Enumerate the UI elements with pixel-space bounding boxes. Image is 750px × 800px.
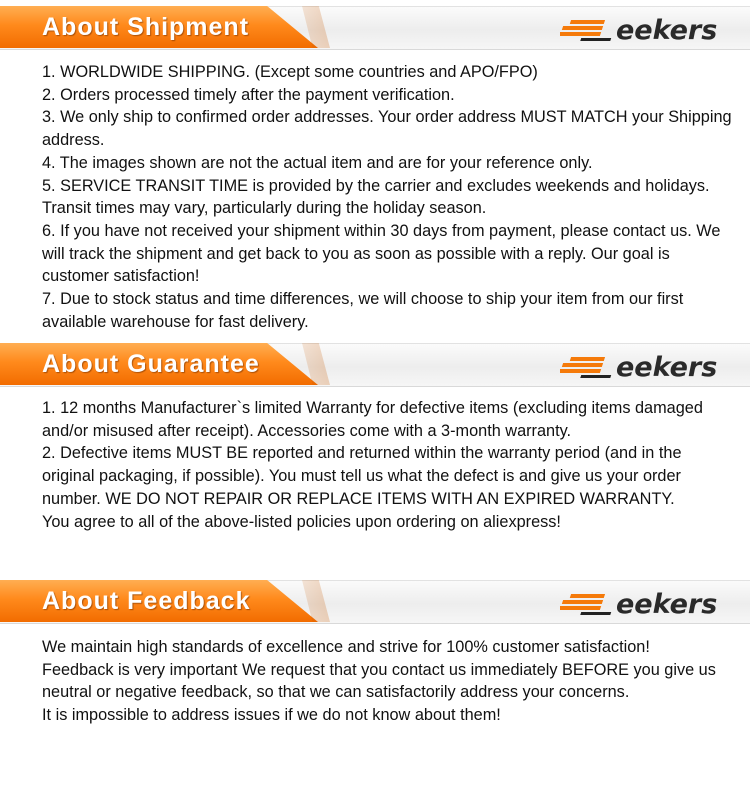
shipment-line-4: 4. The images shown are not the actual item and are for your reference only.	[42, 153, 593, 172]
feedback-title: About Feedback	[42, 587, 251, 615]
seekers-logo	[560, 585, 740, 619]
shipment-line-7: 7. Due to stock status and time differences, we will choose to ship your item from our first available warehouse for fast delivery.	[42, 290, 684, 331]
guarantee-banner	[0, 343, 750, 385]
feedback-line-2: Feedback is very important We request that you contact us immediately BEFORE you give us neutral or negative feedback, so that we can satisfactorily address your concerns.	[42, 660, 716, 702]
feedback-banner	[0, 580, 750, 622]
feedback-line-3: It is impossible to address issues if we do not know about them!	[42, 706, 501, 725]
shipment-banner	[0, 6, 750, 48]
shipment-title: About Shipment	[42, 13, 250, 41]
guarantee-line-2: 2. Defective items MUST BE reported and returned within the warranty period (and in the original packaging, if possible). You must tell us what the defect is and give us your order number. WE DO NOT REPAIR OR REPLACE ITEMS WITH AN EXPIRED WARRANTY.	[42, 444, 682, 508]
shipment-line-3: 3. We only ship to confirmed order addresses. Your order address MUST MATCH your Shipping address.	[42, 108, 732, 150]
logo-text: eekers	[616, 15, 718, 45]
seekers-logo	[560, 11, 740, 45]
feedback-content	[42, 636, 732, 727]
shipment-line-6: 6. If you have not received your shipment within 30 days from payment, please contact us. We will track the shipment and get back to you as soon as possible with a reply. Our goal is customer satisfaction!	[42, 221, 721, 286]
shipment-line-1: 1. WORLDWIDE SHIPPING. (Except some countries and APO/FPO)	[42, 63, 538, 81]
logo-text: eekers	[616, 589, 718, 619]
guarantee-title: About Guarantee	[42, 350, 260, 378]
guarantee-line-1: 1. 12 months Manufacturer`s limited Warranty for defective items (excluding items damaged and/or misused after receipt). Accessories come with a 3-month warranty.	[42, 399, 703, 440]
feedback-line-1: We maintain high standards of excellence and strive for 100% customer satisfaction!	[42, 638, 650, 656]
shipment-line-5: 5. SERVICE TRANSIT TIME is provided by the carrier and excludes weekends and holidays. Transit times may vary, particularly during the holiday season.	[42, 176, 710, 218]
shipment-content	[42, 61, 732, 333]
shipment-line-2: 2. Orders processed timely after the payment verification.	[42, 85, 455, 104]
guarantee-content	[42, 397, 732, 533]
guarantee-line-3: You agree to all of the above-listed policies upon ordering on aliexpress!	[42, 512, 561, 531]
logo-text: eekers	[616, 352, 718, 382]
seekers-logo	[560, 348, 740, 382]
